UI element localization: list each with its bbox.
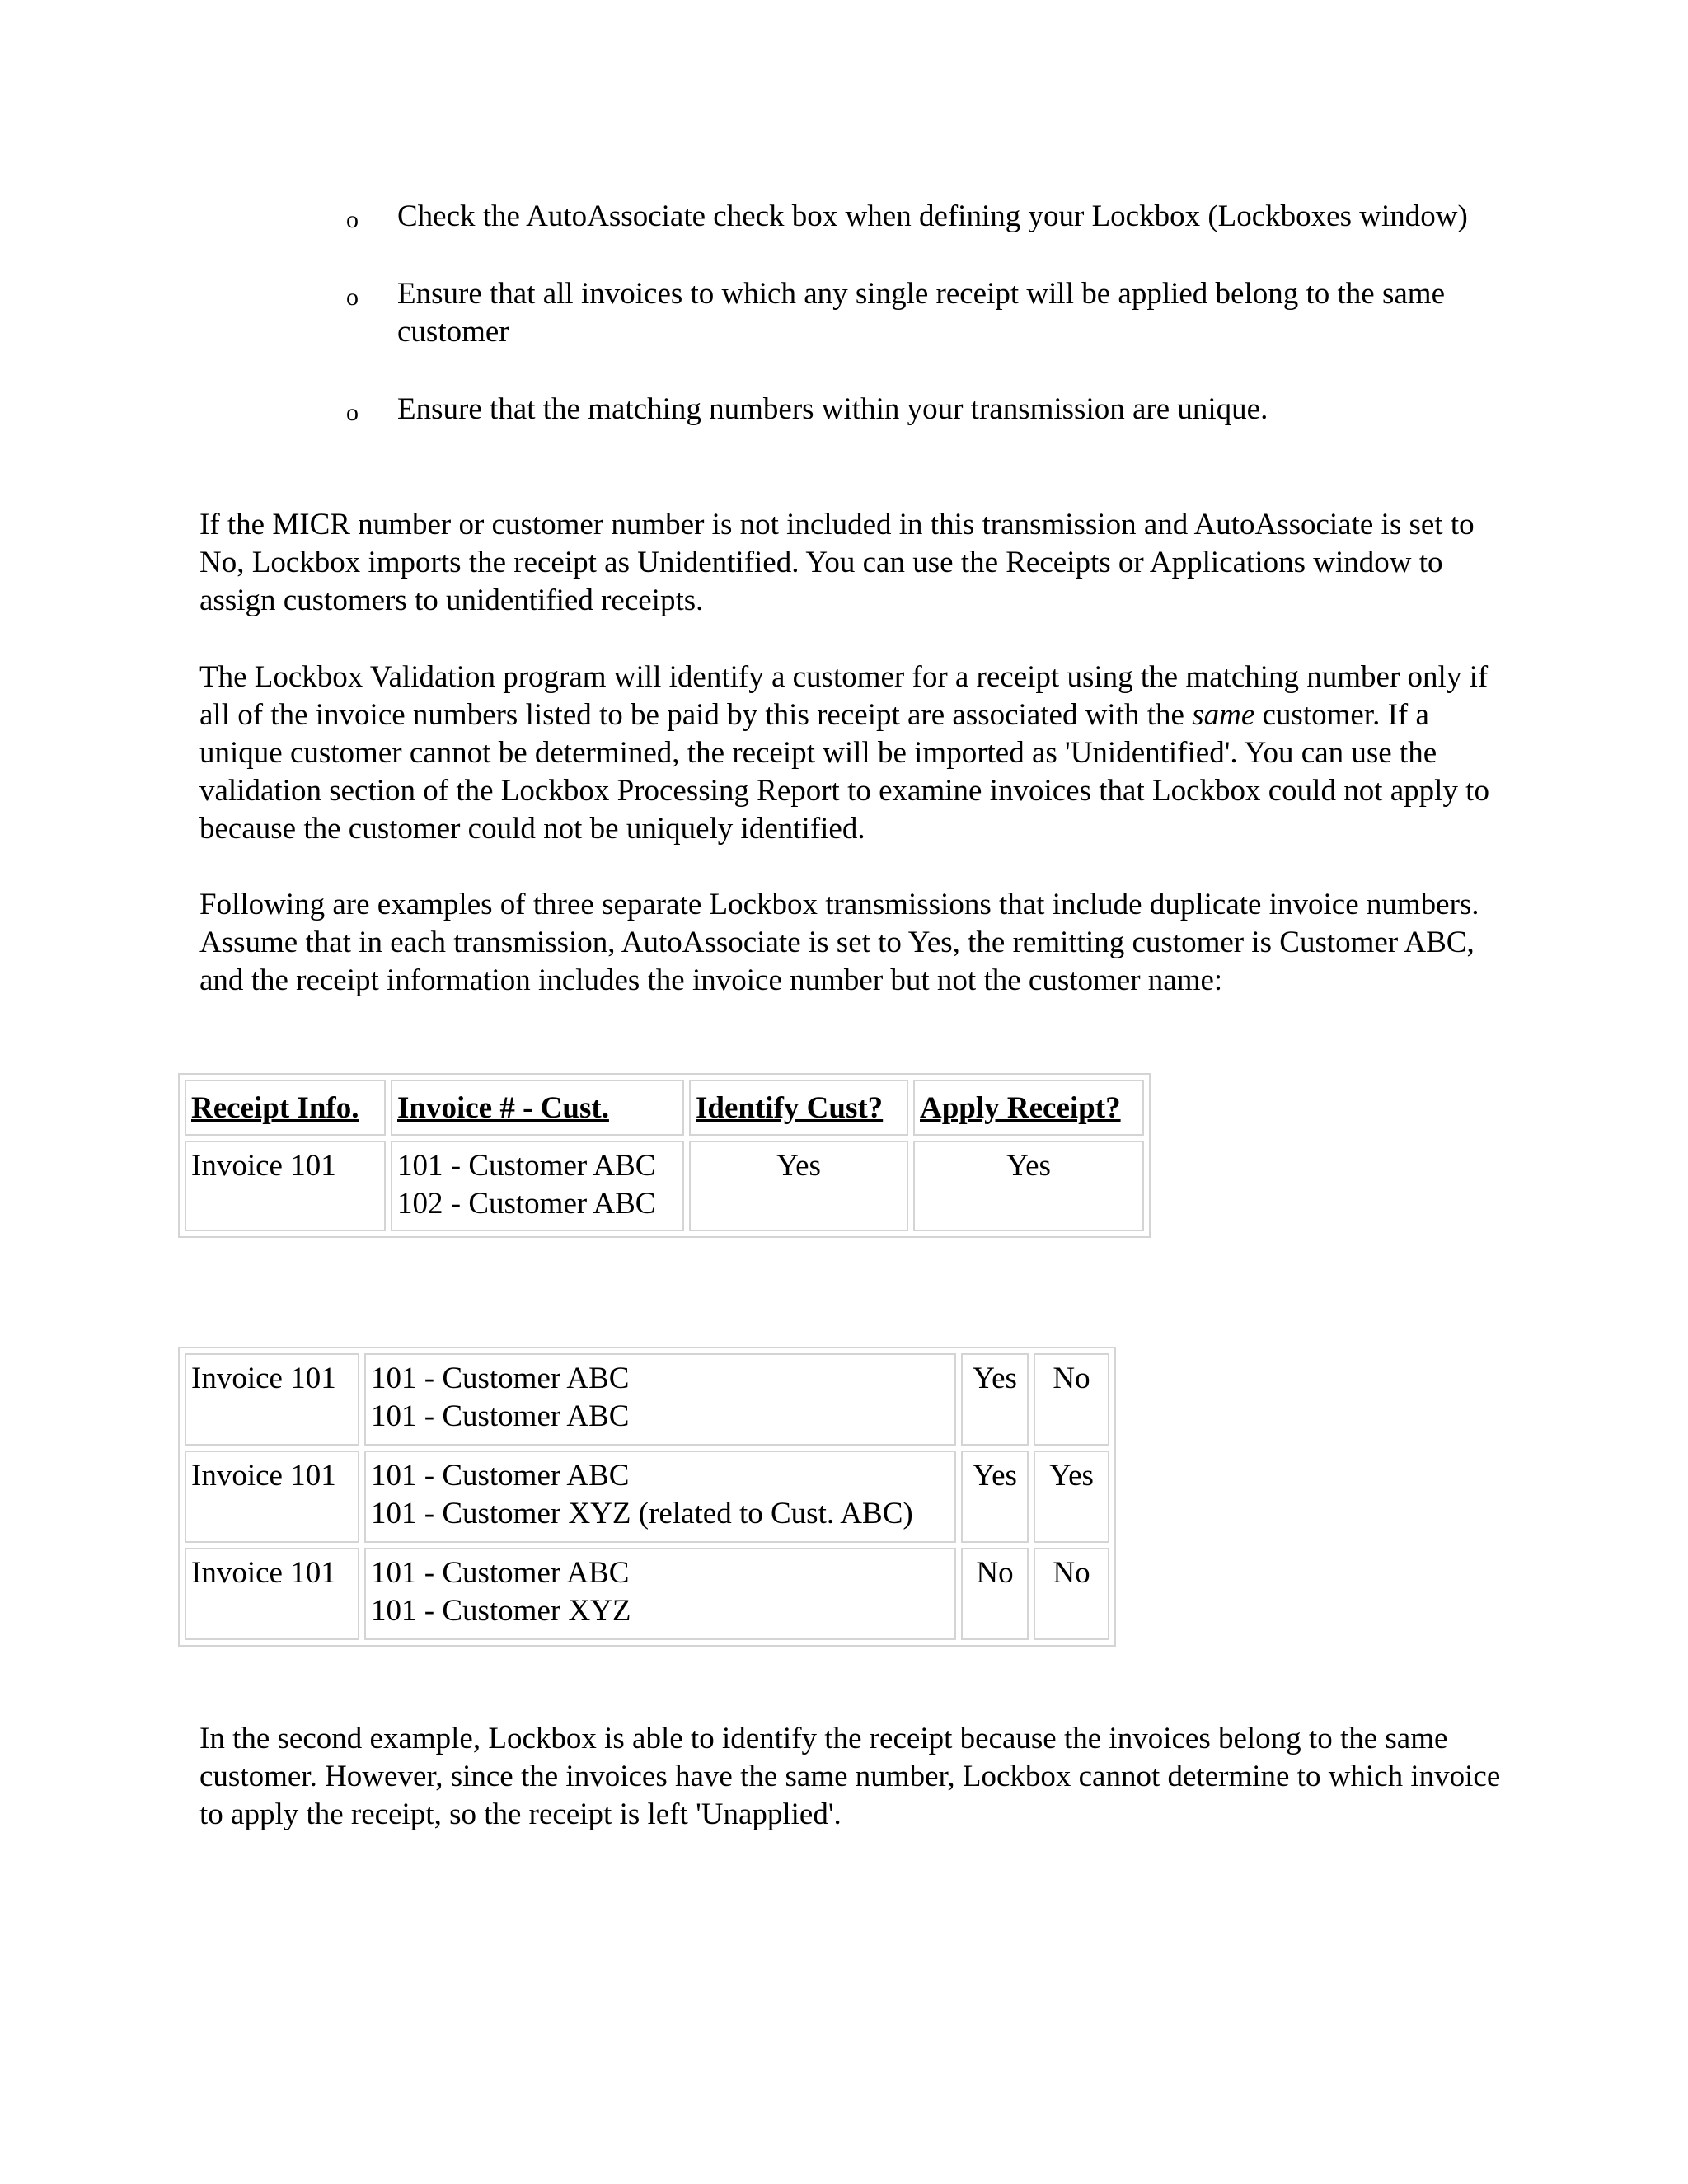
invoice-line: 101 - Customer ABC [371, 1459, 630, 1493]
invoice-line: 102 - Customer ABC [397, 1187, 656, 1221]
table-header-row [185, 1080, 1144, 1136]
cell-invoice-cust [364, 1451, 956, 1543]
column-header-receipt-info: Receipt Info. [185, 1080, 386, 1136]
invoice-line: 101 - Customer XYZ (related to Cust. ABC) [371, 1497, 913, 1530]
column-header-identify-cust: Identify Cust? [689, 1080, 908, 1136]
cell-apply-receipt: No [1034, 1548, 1109, 1640]
column-header-invoice-cust: Invoice # - Cust. [391, 1080, 684, 1136]
bullet-circle-icon: o [346, 284, 359, 311]
bullet-circle-icon: o [346, 399, 359, 426]
list-item [346, 275, 1484, 351]
cell-identify-cust: Yes [961, 1353, 1029, 1446]
column-header-apply-receipt: Apply Receipt? [913, 1080, 1144, 1136]
table-row [185, 1548, 1109, 1640]
emphasis-text: same [1192, 698, 1255, 732]
example-table-1 [178, 1073, 1151, 1238]
cell-invoice-cust [391, 1141, 684, 1231]
paragraph-second-example: In the second example, Lockbox is able to identify the receipt because the invoices belong to the same customer. However, since the invoices have the same number, Lockbox cannot determine to which invoice to apply the receipt, so the receipt is left 'Unapplied'. [199, 1722, 1501, 1831]
table-row [185, 1451, 1109, 1543]
cell-receipt-info: Invoice 101 [185, 1451, 359, 1543]
cell-apply-receipt: Yes [1034, 1451, 1109, 1543]
cell-invoice-cust [364, 1353, 956, 1446]
cell-apply-receipt: Yes [913, 1141, 1144, 1231]
invoice-line: 101 - Customer XYZ [371, 1594, 631, 1628]
paragraph-examples-intro: Following are examples of three separate Lockbox transmissions that include duplicate invoice numbers. Assume that in each transmission, AutoAssociate is set to Yes, the remitting customer is Customer ABC, and the receipt information includes the invoice number but not the customer name: [199, 888, 1479, 997]
paragraph-text: customer. If a unique customer cannot be determined, the receipt will be imported as 'Unidentified'. You can use the validation section of the Lockbox Processing Report to examine invoices that Lockbox could not apply to because the customer could not be uniquely identified. [199, 698, 1489, 846]
cell-invoice-cust [364, 1548, 956, 1640]
list-item-text: Ensure that all invoices to which any single receipt will be applied belong to the same customer [397, 277, 1446, 349]
requirements-list [346, 198, 1484, 468]
invoice-line: 101 - Customer ABC [371, 1556, 630, 1590]
bullet-circle-icon: o [346, 206, 359, 233]
paragraph-text: The Lockbox Validation program will identify a customer for a receipt using the matching number only if all of the invoice numbers listed to be paid by this receipt are associated with the [199, 660, 1489, 732]
list-item-text: Check the AutoAssociate check box when defining your Lockbox (Lockboxes window) [397, 199, 1468, 233]
cell-receipt-info: Invoice 101 [185, 1353, 359, 1446]
cell-receipt-info: Invoice 101 [185, 1141, 386, 1231]
list-item [346, 391, 1484, 429]
paragraph-micr: If the MICR number or customer number is not included in this transmission and AutoAssociate is set to No, Lockbox imports the receipt as Unidentified. You can use the Receipts or Applications window to assign customers to unidentified receipts. [199, 508, 1475, 617]
paragraph-validation [199, 658, 1502, 848]
invoice-line: 101 - Customer ABC [371, 1399, 630, 1433]
cell-apply-receipt: No [1034, 1353, 1109, 1446]
cell-identify-cust: No [961, 1548, 1029, 1640]
list-item [346, 198, 1484, 236]
invoice-line: 101 - Customer ABC [397, 1149, 656, 1183]
cell-receipt-info: Invoice 101 [185, 1548, 359, 1640]
invoice-line: 101 - Customer ABC [371, 1361, 630, 1395]
example-table-2 [178, 1347, 1116, 1647]
table-row [185, 1141, 1144, 1231]
cell-identify-cust: Yes [689, 1141, 908, 1231]
list-item-text: Ensure that the matching numbers within your transmission are unique. [397, 392, 1268, 426]
cell-identify-cust: Yes [961, 1451, 1029, 1543]
table-row [185, 1353, 1109, 1446]
